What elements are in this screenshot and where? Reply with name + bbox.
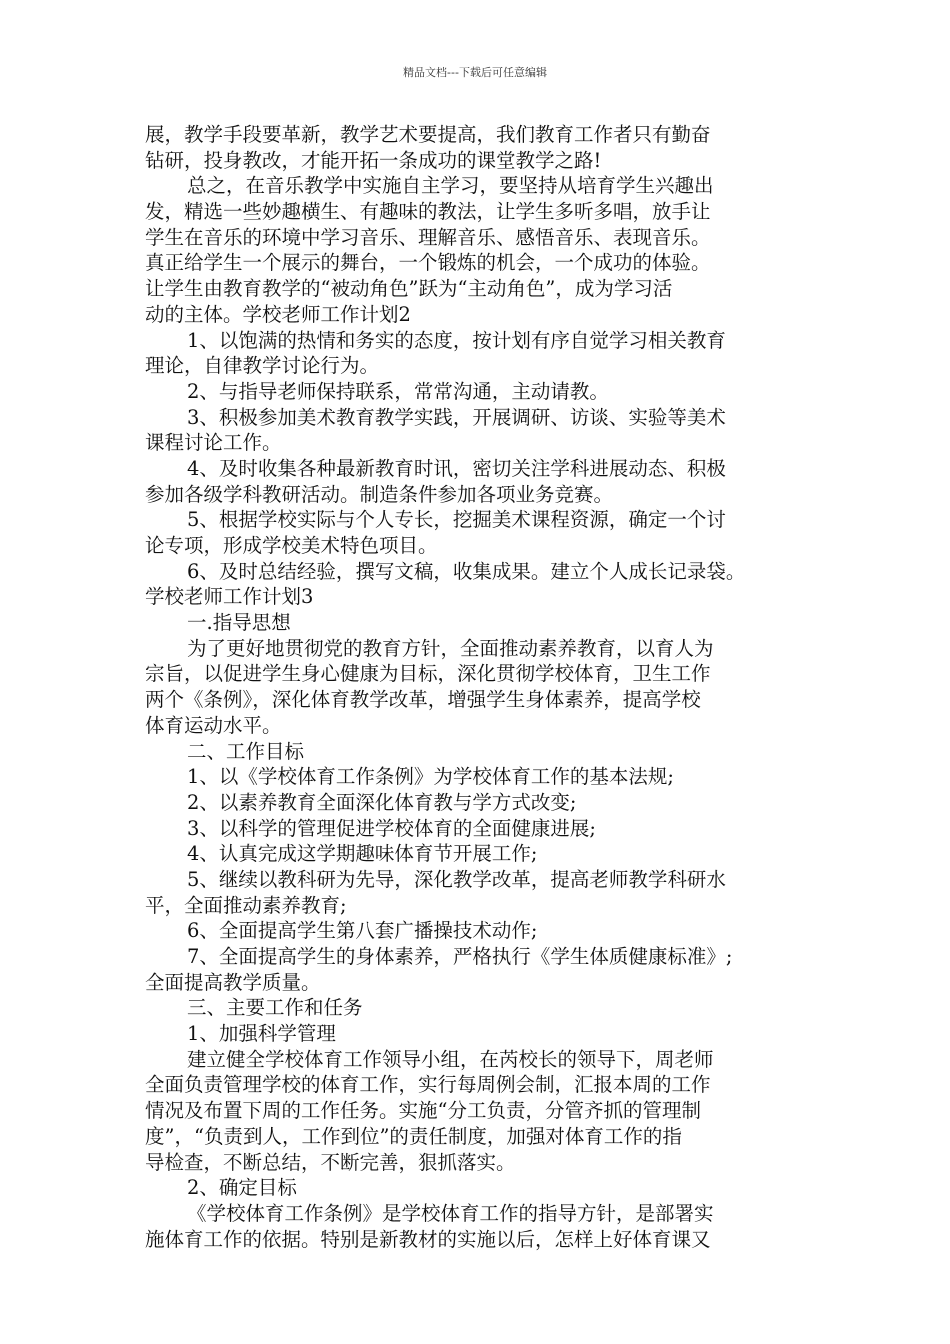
text-line: 全面提高教学质量。: [145, 970, 321, 994]
text-line: 3、以科学的管理促进学校体育的全面健康进展;: [187, 816, 596, 840]
text-line: 2、与指导老师保持联系，常常沟通，主动请教。: [187, 379, 609, 403]
text-line: 学生在音乐的环境中学习音乐、理解音乐、感悟音乐、表现音乐。: [145, 225, 711, 249]
text-line: 2、确定目标: [187, 1176, 297, 1200]
text-line: 4、认真完成这学期趣味体育节开展工作;: [187, 842, 538, 866]
text-line: 《学校体育工作条例》是学校体育工作的指导方针，是部署实: [187, 1201, 714, 1225]
text-line: 情况及布置下周的工作任务。实施“分工负责，分管齐抓的管理制: [145, 1099, 701, 1123]
text-line: 论专项，形成学校美术特色项目。: [145, 534, 438, 557]
text-line: 2、以素养教育全面深化体育教与学方式改变;: [187, 790, 577, 814]
text-line: 课程讨论工作。: [145, 431, 282, 455]
text-line: 5、继续以教科研为先导，深化教学改革，提高老师教学科研水: [187, 867, 726, 891]
text-line: 6、全面提高学生第八套广播操技术动作;: [187, 919, 538, 943]
text-line: 宗旨，以促进学生身心健康为目标，深化贯彻学校体育，卫生工作: [145, 662, 711, 686]
text-line: 1、加强科学管理: [187, 1022, 336, 1046]
text-line: 5、根据学校实际与个人专长，挖掘美术课程资源，确定一个讨: [187, 508, 726, 532]
text-line: 1、以《学校体育工作条例》为学校体育工作的基本法规;: [187, 765, 674, 789]
text-line: 总之，在音乐教学中实施自主学习，要坚持从培育学生兴趣出: [187, 174, 714, 198]
text-line: 学校老师工作计划3: [145, 585, 314, 609]
text-line: 全面负责管理学校的体育工作，实行每周例会制，汇报本周的工作: [145, 1073, 711, 1097]
text-line: 平，全面推动素养教育;: [145, 893, 347, 917]
text-line: 参加各级学科教研活动。制造条件参加各项业务竞赛。: [145, 482, 614, 506]
text-line: 理论，自律教学讨论行为。: [145, 354, 380, 378]
text-line: 两个《条例》，深化体育教学改革，增强学生身体素养，提高学校: [145, 688, 701, 712]
text-line: 施体育工作的依据。特别是新教材的实施以后，怎样上好体育课又: [145, 1227, 711, 1251]
text-line: 让学生由教育教学的“被动角色”跃为“主动角色”，成为学习活: [145, 277, 673, 301]
text-line: 体育运动水平。: [145, 713, 282, 737]
text-line: 真正给学生一个展示的舞台，一个锻炼的机会，一个成功的体验。: [145, 251, 711, 275]
text-line: 6、及时总结经验，撰写文稿，收集成果。建立个人成长记录袋。: [187, 559, 746, 583]
text-line: 建立健全学校体育工作领导小组，在芮校长的领导下，周老师: [187, 1047, 714, 1071]
text-line: 一.指导思想: [187, 611, 291, 635]
text-line: 发，精选一些妙趣横生、有趣味的教法，让学生多听多唱，放手让: [145, 200, 711, 224]
text-line: 7、全面提高学生的身体素养，严格执行《学生体质健康标准》;: [187, 945, 733, 968]
page-header: 精品文档---下载后可任意编辑: [403, 66, 547, 79]
text-line: 度”，“负责到人，工作到位”的责任制度，加强对体育工作的指: [145, 1124, 682, 1148]
document-body: [145, 122, 825, 1252]
text-line: 1、以饱满的热情和务实的态度，按计划有序自觉学习相关教育: [187, 328, 726, 352]
text-line: 三、主要工作和任务: [187, 996, 363, 1020]
text-line: 3、积极参加美术教育教学实践，开展调研、访谈、实验等美术: [187, 405, 726, 429]
text-line: 4、及时收集各种最新教育时讯，密切关注学科进展动态、积极: [187, 456, 726, 480]
text-line: 动的主体。学校老师工作计划2: [145, 302, 411, 326]
text-line: 展，教学手段要革新，教学艺术要提高，我们教育工作者只有勤奋: [145, 123, 711, 146]
text-line: 钻研，投身教改，才能开拓一条成功的课堂教学之路!: [145, 148, 602, 172]
text-line: 二、工作目标: [187, 739, 305, 763]
text-line: 为了更好地贯彻党的教育方针，全面推动素养教育，以育人为: [187, 636, 714, 660]
text-line: 导检查，不断总结，不断完善，狠抓落实。: [145, 1150, 516, 1174]
